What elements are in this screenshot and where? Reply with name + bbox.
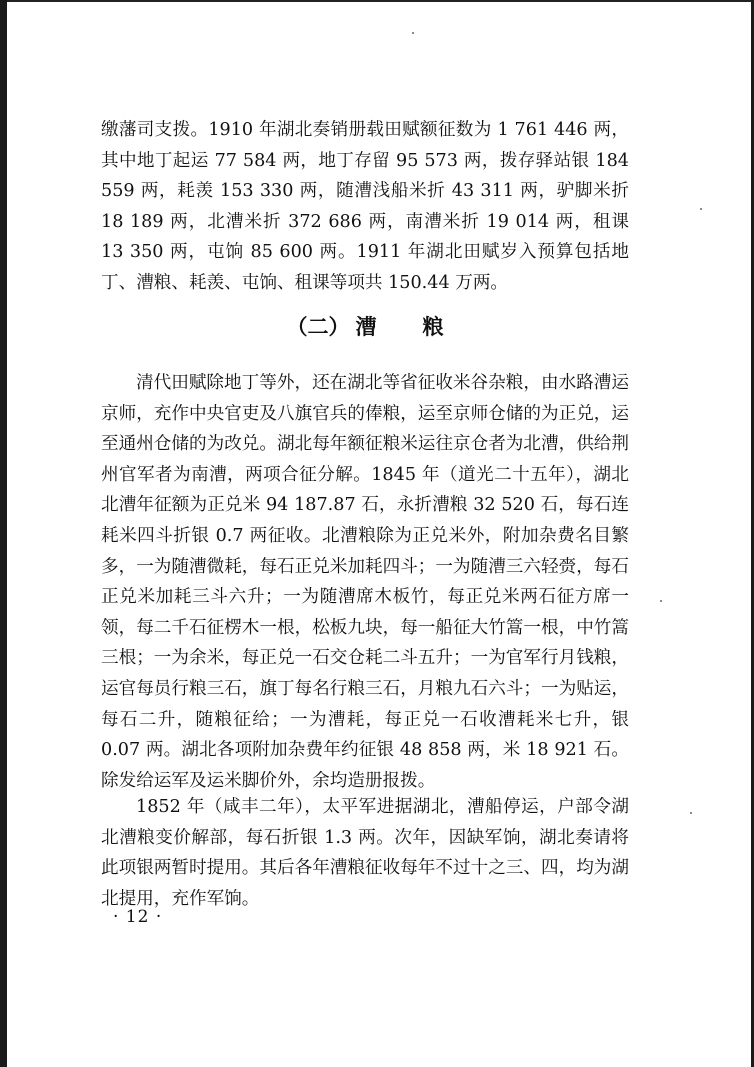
section-title-char-1: 漕 — [355, 314, 377, 339]
scan-speck — [700, 208, 702, 210]
paragraph-grain-tax: 清代田赋除地丁等外，还在湖北等省征收米谷杂粮，由水路漕运京师，充作中央官吏及八旗官兵的俸粮，运至京师仓储的为正兑，运至通州仓储的为改兑。湖北每年额征粮米运往京仓者为北漕，供给荆州官军者为南漕，两项合征分解。1845 年（道光二十五年），湖北北漕年征额为正兑米 94 187.87 石，永折漕粮 32 520 石，每石连耗米四斗折银 0.7 两征收。北漕粮除为正兑米外，附加杂费名目繁多，一为随漕微耗，每石正兑米加耗四斗；一为随漕三六轻赍，每石正兑米加耗三斗六升；一为随漕席木板竹，每正兑米两石征方席一领，每二千石征楞木一根，松板九块，每一船征大竹篙一根，中竹篙三根；一为余米，每正兑一石交仓耗二斗五升；一为官军行月钱粮，运官每员行粮三石，旗丁每名行粮三石，月粮九石六斗；一为贴运，每石二升，随粮征给；一为漕耗，每正兑一石收漕耗米七升，银 0.07 两。湖北各项附加杂费年约征银 48 858 两，米 18 921 石。除发给运军及运米脚价外，余均造册报拨。 — [101, 373, 629, 791]
scan-speck — [660, 600, 662, 602]
scan-speck — [690, 812, 692, 814]
section-heading — [101, 311, 629, 343]
scan-speck — [412, 32, 414, 34]
page-number: · 12 · — [113, 907, 163, 927]
paragraph-taiping: 1852 年（咸丰二年），太平军进据湖北，漕船停运，户部令湖北漕粮变价解部，每石折银 1.3 两。次年，因缺军饷，湖北奏请将此项银两暂时提用。其后各年漕粮征收每年不过十之三、四，均为湖北提用，充作军饷。 — [101, 797, 629, 909]
section-number: （二） — [286, 314, 350, 339]
scan-edge-left — [0, 0, 7, 1067]
paragraph-continued: 缴藩司支拨。1910 年湖北奏销册载田赋额征数为 1 761 446 两，其中地丁起运 77 584 两，地丁存留 95 573 两，拨存驿站银 184 559 两，耗羡 153 330 两，随漕浅船米折 43 311 两，驴脚米折 18 189 两，北漕米折 372 686 两，南漕米折 19 014 两，租课 13 350 两，屯饷 85 600 两。1911 年湖北田赋岁入预算包括地丁、漕粮、耗羡、屯饷、租课等项共 150.44 万两。 — [101, 120, 629, 293]
section-title-char-2: 粮 — [422, 314, 444, 339]
scan-edge-top — [0, 0, 754, 2]
